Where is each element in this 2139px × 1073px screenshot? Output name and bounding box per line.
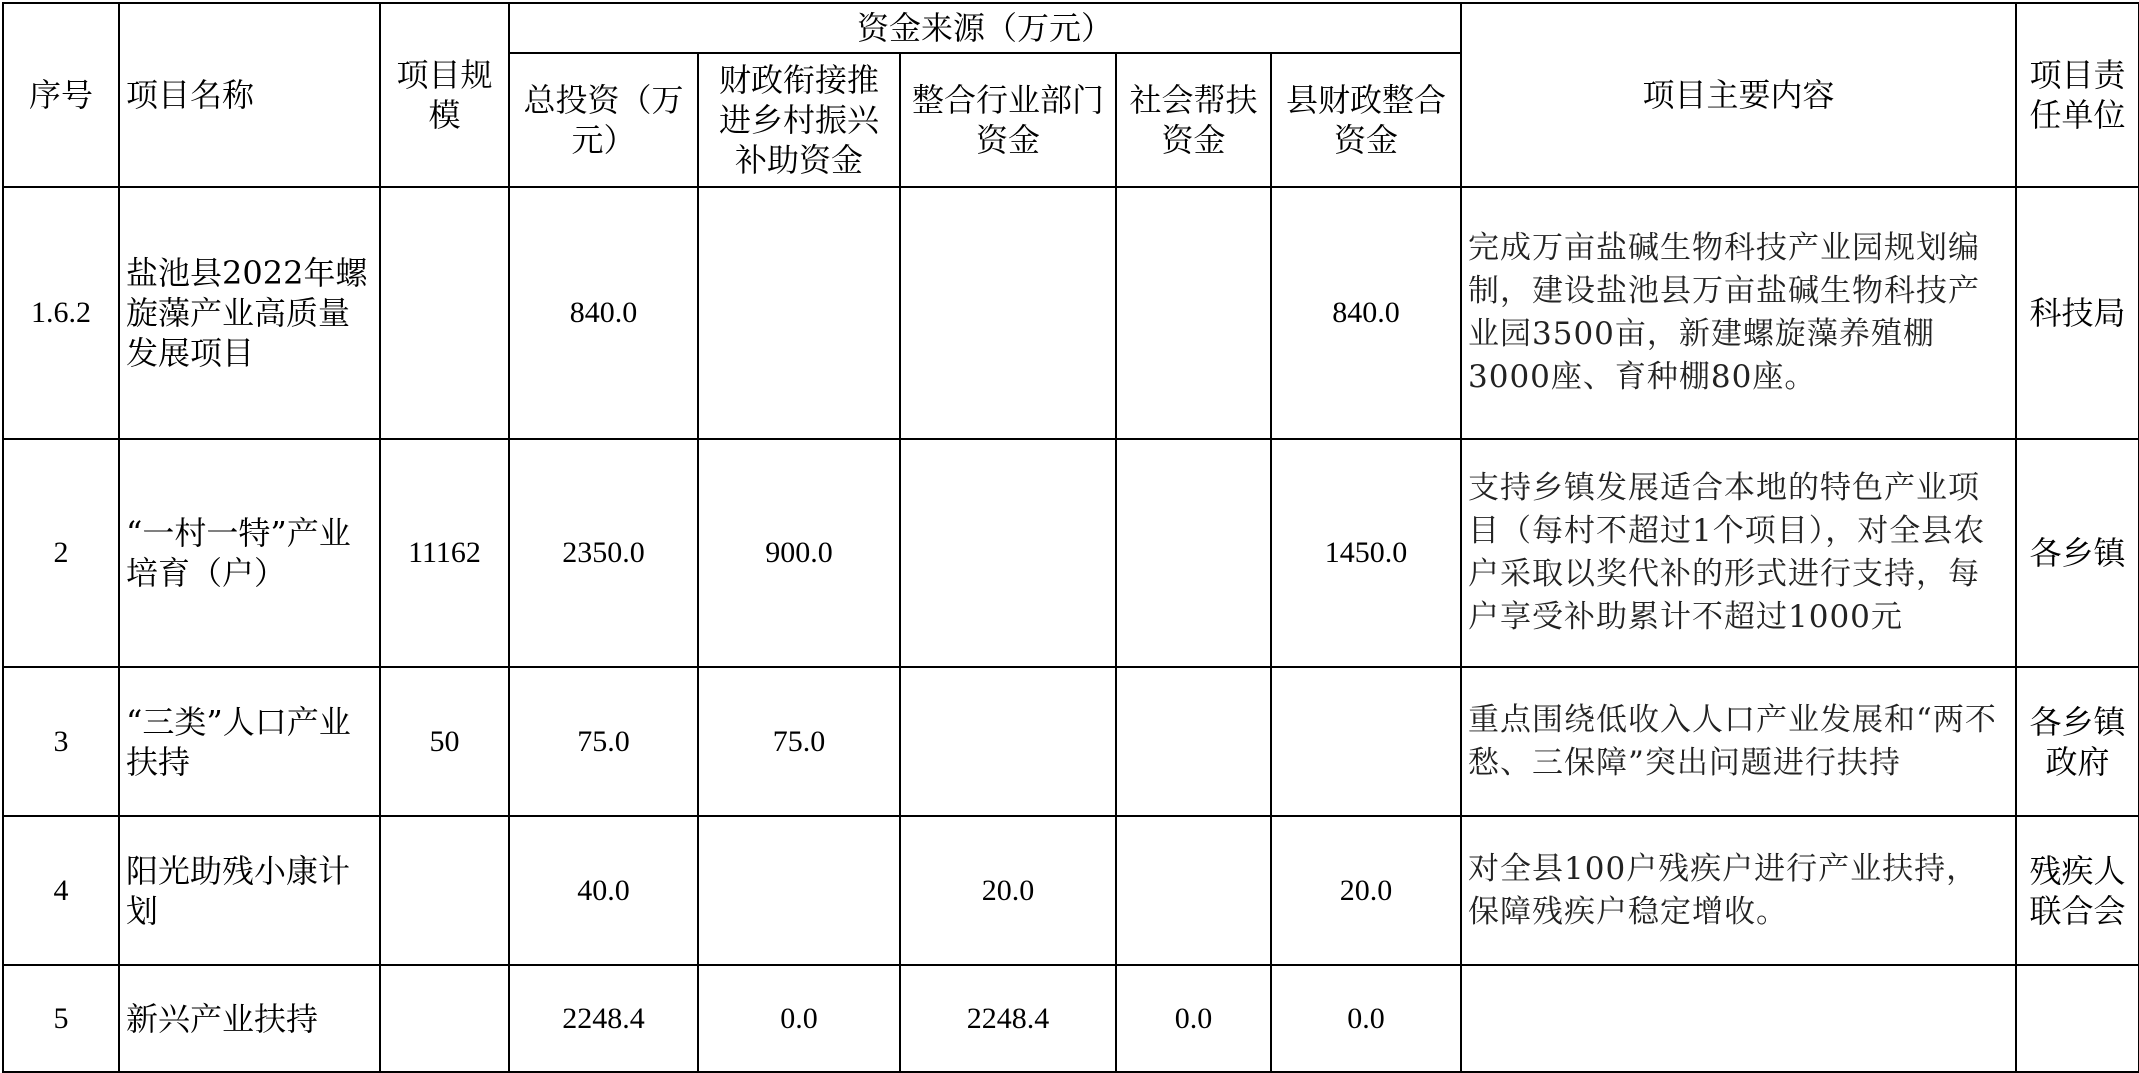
- cell-social: 0.0: [1116, 965, 1271, 1072]
- cell-seq: 1.6.2: [3, 187, 119, 439]
- cell-total: 2350.0: [509, 439, 698, 667]
- cell-industry: [900, 439, 1116, 667]
- header-social: 社会帮扶资金: [1116, 53, 1271, 187]
- table-row: [3, 187, 2139, 439]
- cell-industry: [900, 667, 1116, 816]
- header-total: 总投资（万元）: [509, 53, 698, 187]
- cell-total: 2248.4: [509, 965, 698, 1072]
- cell-content: [1461, 965, 2016, 1072]
- cell-content: 支持乡镇发展适合本地的特色产业项目（每村不超过1个项目），对全县农户采取以奖代补的形式进行支持，每户享受补助累计不超过1000元: [1461, 439, 2016, 667]
- cell-unit: 残疾人联合会: [2016, 816, 2139, 965]
- cell-county: 840.0: [1271, 187, 1461, 439]
- cell-seq: 4: [3, 816, 119, 965]
- cell-content: 重点围绕低收入人口产业发展和“两不愁、三保障”突出问题进行扶持: [1461, 667, 2016, 816]
- cell-content: 对全县100户残疾户进行产业扶持，保障残疾户稳定增收。: [1461, 816, 2016, 965]
- cell-unit: 各乡镇: [2016, 439, 2139, 667]
- cell-industry: 2248.4: [900, 965, 1116, 1072]
- cell-scale: [380, 816, 509, 965]
- cell-seq: 3: [3, 667, 119, 816]
- table-row: [3, 965, 2139, 1072]
- cell-unit: [2016, 965, 2139, 1072]
- project-funding-table: [2, 2, 2139, 1073]
- cell-fiscal: 0.0: [698, 965, 900, 1072]
- cell-name: “三类”人口产业扶持: [119, 667, 380, 816]
- cell-social: [1116, 187, 1271, 439]
- table-row: [3, 439, 2139, 667]
- cell-name: “一村一特”产业培育（户）: [119, 439, 380, 667]
- cell-seq: 2: [3, 439, 119, 667]
- cell-scale: [380, 965, 509, 1072]
- cell-industry: 20.0: [900, 816, 1116, 965]
- cell-unit: 各乡镇政府: [2016, 667, 2139, 816]
- header-unit: 项目责任单位: [2016, 3, 2139, 187]
- table-row: [3, 816, 2139, 965]
- header-seq: 序号: [3, 3, 119, 187]
- header-content: 项目主要内容: [1461, 3, 2016, 187]
- cell-name: 阳光助残小康计划: [119, 816, 380, 965]
- cell-fiscal: 900.0: [698, 439, 900, 667]
- cell-social: [1116, 816, 1271, 965]
- cell-scale: 11162: [380, 439, 509, 667]
- cell-social: [1116, 667, 1271, 816]
- cell-name: 新兴产业扶持: [119, 965, 380, 1072]
- header-fiscal: 财政衔接推进乡村振兴补助资金: [698, 53, 900, 187]
- cell-name: 盐池县2022年螺旋藻产业高质量发展项目: [119, 187, 380, 439]
- cell-content: 完成万亩盐碱生物科技产业园规划编制，建设盐池县万亩盐碱生物科技产业园3500亩，新建螺旋藻养殖棚3000座、育种棚80座。: [1461, 187, 2016, 439]
- cell-county: [1271, 667, 1461, 816]
- cell-fiscal: 75.0: [698, 667, 900, 816]
- cell-total: 75.0: [509, 667, 698, 816]
- cell-total: 40.0: [509, 816, 698, 965]
- cell-fiscal: [698, 816, 900, 965]
- cell-scale: 50: [380, 667, 509, 816]
- cell-fiscal: [698, 187, 900, 439]
- header-funding-source: 资金来源（万元）: [509, 3, 1461, 53]
- header-name: 项目名称: [119, 3, 380, 187]
- cell-county: 1450.0: [1271, 439, 1461, 667]
- header-scale: 项目规模: [380, 3, 509, 187]
- table-row: [3, 667, 2139, 816]
- cell-social: [1116, 439, 1271, 667]
- cell-county: 20.0: [1271, 816, 1461, 965]
- cell-scale: [380, 187, 509, 439]
- cell-industry: [900, 187, 1116, 439]
- cell-total: 840.0: [509, 187, 698, 439]
- cell-unit: 科技局: [2016, 187, 2139, 439]
- cell-seq: 5: [3, 965, 119, 1072]
- header-industry: 整合行业部门资金: [900, 53, 1116, 187]
- header-county: 县财政整合资金: [1271, 53, 1461, 187]
- cell-county: 0.0: [1271, 965, 1461, 1072]
- header-row-top: [3, 3, 2139, 53]
